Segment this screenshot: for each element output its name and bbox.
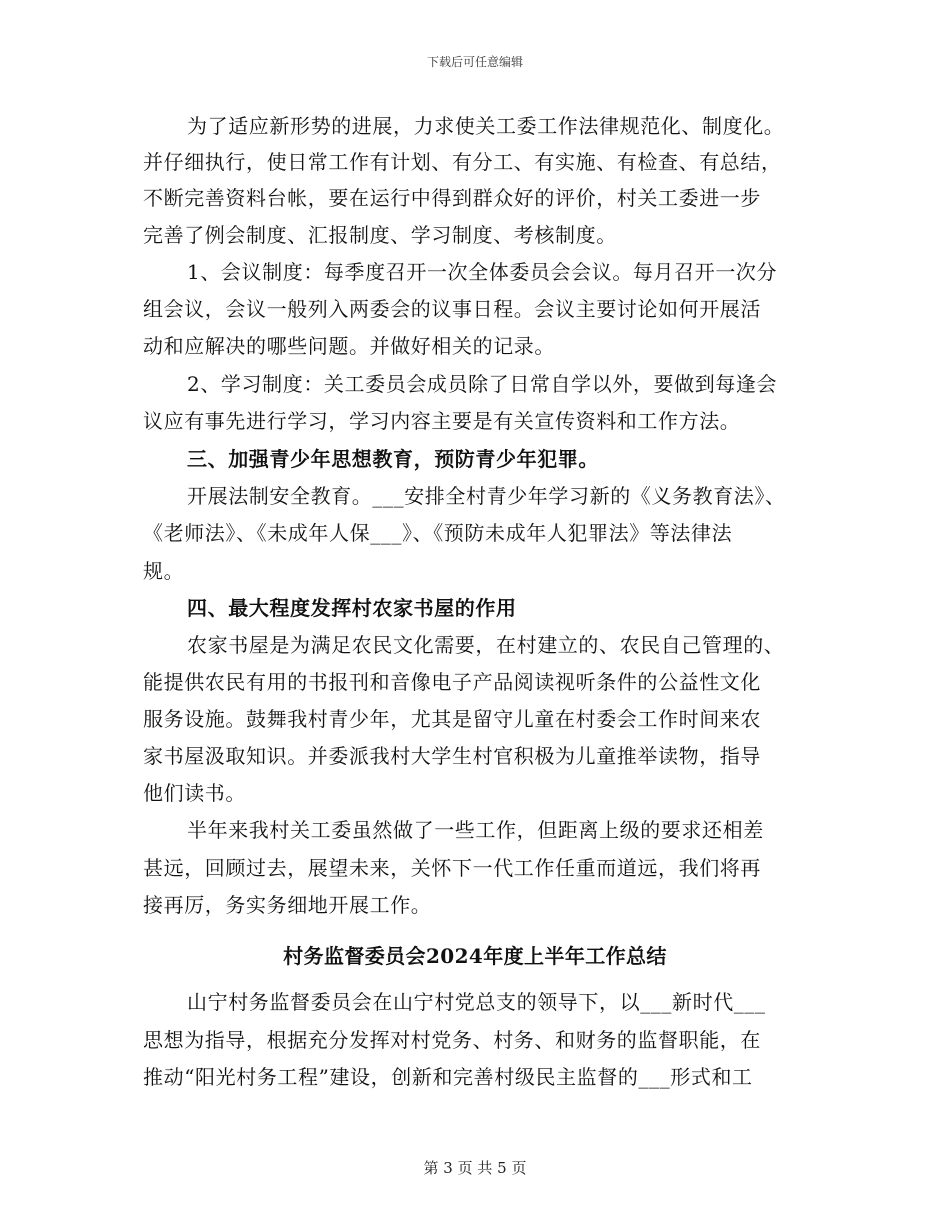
document-title: 村务监督委员会2024年度上半年工作总结 (283, 944, 667, 968)
page-number-footer: 第 3 页 共 5 页 (423, 1159, 527, 1177)
section-heading: 三、加强青少年思想教育，预防青少年犯罪。 (187, 447, 599, 471)
paragraph-line: 山宁村务监督委员会在山宁村党总支的领导下，以___新时代___ (187, 990, 766, 1014)
paragraph-line: 规。 (143, 559, 185, 583)
paragraph-line: 完善了例会制度、汇报制度、学习制度、考核制度。 (143, 223, 617, 247)
paragraph-line: 他们读书。 (143, 781, 246, 805)
paragraph-line: 组会议，会议一般列入两委会的议事日程。会议主要讨论如何开展活 (143, 297, 761, 321)
paragraph-line: 接再厉，务实务细地开展工作。 (143, 893, 432, 917)
paragraph-line: 议应有事先进行学习，学习内容主要是有关宣传资料和工作方法。 (143, 409, 741, 433)
paragraph-line: 1、会议制度：每季度召开一次全体委员会会议。每月召开一次分 (187, 260, 778, 284)
paragraph-line: 开展法制安全教育。___安排全村青少年学习新的《义务教育法》、 (187, 484, 786, 508)
section-heading: 四、最大程度发挥村农家书屋的作用 (187, 596, 517, 620)
paragraph-line: 2、学习制度：关工委员会成员除了日常自学以外，要做到每逢会 (187, 372, 778, 396)
paragraph-line: 动和应解决的哪些问题。并做好相关的记录。 (143, 334, 555, 358)
paragraph-line: 并仔细执行，使日常工作有计划、有分工、有实施、有检查、有总结， (143, 150, 782, 174)
paragraph-line: 半年来我村关工委虽然做了一些工作，但距离上级的要求还相差 (187, 818, 764, 842)
paragraph-line: 农家书屋是为满足农民文化需要，在村建立的、农民自己管理的、 (187, 633, 785, 657)
page-header-note: 下载后可任意编辑 (426, 55, 523, 69)
paragraph-line: 服务设施。鼓舞我村青少年，尤其是留守儿童在村委会工作时间来农 (143, 707, 761, 731)
paragraph-line: 思想为指导，根据充分发挥对村党务、村务、和财务的监督职能，在 (143, 1028, 761, 1052)
paragraph-line: 不断完善资料台帐，要在运行中得到群众好的评价，村关工委进一步 (143, 186, 761, 210)
paragraph-line: 为了适应新形势的进展，力求使关工委工作法律规范化、制度化。 (187, 114, 785, 138)
paragraph-line: 推动“阳光村务工程”建设，创新和完善村级民主监督的___形式和工 (143, 1065, 753, 1089)
paragraph-line: 《老师法》、《未成年人保___》、《预防未成年人犯罪法》等法律法 (143, 521, 733, 545)
paragraph-line: 家书屋汲取知识。并委派我村大学生村官积极为儿童推举读物，指导 (143, 744, 761, 768)
paragraph-line: 能提供农民有用的书报刊和音像电子产品阅读视听条件的公益性文化 (143, 670, 761, 694)
paragraph-line: 甚远，回顾过去，展望未来，关怀下一代工作任重而道远，我们将再 (143, 856, 761, 880)
